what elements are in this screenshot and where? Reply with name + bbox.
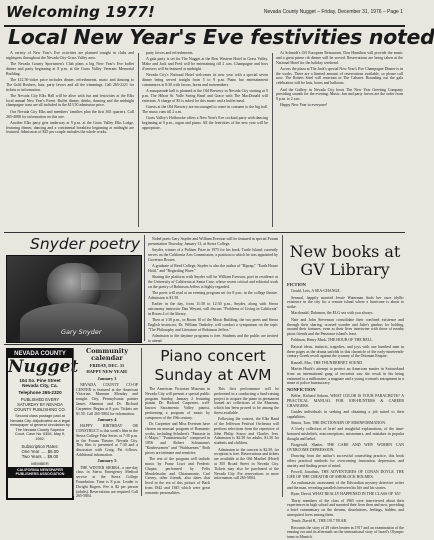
paragraph: Grass Valley's Holbrooke offers a New Year's Eve cocktail party with dancing beginning at 9 p.m., organ and piano. All the festivities of the new year will be appropriate.	[142, 116, 268, 130]
paragraph: A gala party is set for The Nugget at the Best Western Hotel in Grass Valley. Make and Jack and Fred will be entertaining till 2 a.m. Champagne and hors d'oeuvres will be featured at midnight.	[142, 57, 268, 71]
paragraph: Martin Hawk's attempt to protect an American master in Switzerland from an international gang of terrorists saw the result in his being entrusted to a millionaire, a magnate and a young woman's entrapment in a maze of police bureaucracy.	[287, 366, 404, 386]
nugget-logo: Nugget	[8, 357, 79, 377]
paragraph: Nate and John Stevenson consolidate their confined existence and through their sharing, crossed wonder and Julie's gimbus for holding, around their fortunes, even as their lives intertwine with those of nearby pious friends and the Penzance island's feast.	[287, 317, 404, 337]
paragraph: Nevada City's National Hotel welcomes its new year with a special seven dinner being served tonight from 5 to 9 p.m. Piano bar entertainment commences at 8:30 with favors, horns and noisemakers.	[142, 73, 268, 87]
masthead	[4, 3, 405, 27]
paragraph: Admission to the concert is $2.50, for reception is free. Reservations and tickets are available at the Old Maribel (Hotel) at 305 Broad Street in Nevada City. Tickets may also be purchased at the Nevada City. For reservations or more information call 265-5804.	[214, 447, 279, 481]
paragraph: Admission to the daytime programs is free. Students and the public are invited to attend.	[148, 333, 278, 343]
county-label: NEVADA COUNTY	[8, 350, 72, 358]
paragraph: FICTION	[287, 282, 306, 287]
paragraph: Tench, David B., THE 1917 YEAR.	[291, 519, 348, 524]
paragraph: The poets will read at an evening program set for 8 p.m. in the college theatre. Admission is $1.50.	[148, 290, 278, 300]
column-rule	[141, 348, 142, 496]
paragraph: Guides individuals in seeking and obtaining a job suited to their capabilities.	[287, 409, 404, 419]
column-rule	[272, 53, 273, 227]
calendar-entry: FRIDAY, DEC. 31	[89, 363, 125, 368]
paragraph: And the Gallery in Nevada City hosts The New Year Greeting Company providing sounds for the evening. Music, fun and party favors are the order from 9 p.m. to 2 a.m.	[276, 87, 403, 102]
calendar-entry: January 3	[97, 375, 117, 381]
community-calendar	[76, 347, 139, 499]
paragraph: Fitzgerald, Shatter, THE CARE AND WHY WOMEN CAN OVERCOME DEPRESSION.	[287, 443, 404, 452]
paragraph: Pohlman, Henry Mark, THE HOUR OF THE BELL.	[291, 338, 374, 343]
paragraph: Nobel poets Gary Snyder and William Everson will be featured in special Forum presentation Thursday, January 13, at Sierra College.	[148, 237, 278, 246]
paragraph: Our Nevada City Elks and members' families plan the first 365 quarters. Call 265-4088 for information on this one.	[6, 109, 134, 119]
paragraph: Across the plaza at The Jack's special New Year's Eve Champagne Dinner is in the works. There are a limited amount of reservations available, so please call now. The Robert Steel will entertain in The Cabaret. Rounding out the gala celebration will be hats, horns and balloons.	[276, 66, 403, 86]
new-books-title-line2: GV Library	[300, 260, 390, 279]
ad-published: PUBLISHED EVERY SATURDAY BY NEVADA COUNTY PUBLISHING CO.	[14, 397, 66, 412]
paragraph: A graduate of Reed College, Snyder is also the author of "Riprap," "Earth House Hold," and "Regarding Wave."	[148, 263, 278, 273]
snyder-photo-title: Snyder poetry	[30, 235, 140, 253]
column-rule	[282, 235, 283, 497]
paragraph: A lively collection of brief and insightful explanations, of the time-honored misbeliefs, misconceptions, misnomers, and mistakes in popular thought and belief.	[287, 427, 404, 441]
ad-association: CALIFORNIA NEWSPAPER PUBLISHERS ASSOCIATION	[8, 467, 72, 478]
lead-story-column-2	[142, 51, 268, 229]
paragraph: At Schmidt's Off European Restaurant, Don Hamilton will provide the music and a great prime rib dinner will be served. Reservations are being taken at the National Hotel for the holiday weekend.	[276, 51, 403, 65]
paragraph: Guests at the Old Brewery are encouraged to come in costume to the big ball. The music runs till 2 a.m.	[142, 104, 268, 114]
calendar-entry: HAPPY NEW YEAR!	[86, 369, 128, 375]
paragraph: The £12.50-ticket price includes dinner, refreshments, music and dancing to The Gold Rushers, hats, party favors and all the trimmings. Call 265-2221 for tickets or information.	[6, 77, 134, 92]
piano-title-line2: Sunday at AVM	[154, 366, 272, 384]
lead-story-column-3	[276, 51, 403, 229]
paragraph: Snyder, winner of a Pulitzer Prize in 1975 for his book, Turtle Island, currently serves on the California Arts Commission, a position to which he was appointed by Governor Brown.	[148, 248, 278, 262]
new-books-title	[286, 243, 404, 279]
new-books-article	[287, 282, 404, 540]
ad-address-1: 104 So. Pine Street	[19, 378, 61, 383]
calendar-entry: January 4	[97, 416, 117, 422]
ad-rates-two: Two Years ... $9.00	[21, 453, 59, 459]
paragraph: This first performance will be performed in a conducting a fund-raising project to acquire the piano in permanent loaned art collections of the Museum, which has been proved to be among the finest available.	[214, 387, 279, 415]
paragraph: Drawing from the author's successful counseling practice, this book offers practical methods for overcoming frustration, depression, and anxiety and finding peace of mind.	[287, 454, 404, 468]
nugget-info-box	[6, 348, 79, 500]
section-rule	[4, 232, 405, 233]
paragraph: Recounts the story of 29 cities beaten in 1917 and an examination of the ensuing era and its aftermath on the international story of Israel's Olympic team in Munich.	[287, 525, 404, 540]
ad-phone: Telephone 265-2320	[18, 390, 62, 395]
paragraph: Gould, Lois, A SEA-CHANGE.	[291, 289, 341, 294]
lead-story-column-1	[6, 51, 134, 229]
paragraph: Belfer, Richard Sabom, WHAT COLOR IS YOUR PARACHUTE? A PRACTICAL MANUAL FOR JOB-HUNTERS & CAREER CHANGERS.	[287, 393, 404, 408]
photo-signature: Gary Snyder	[61, 328, 102, 336]
paragraph: party favors and refreshments.	[146, 51, 194, 55]
paragraph: Sensual, happily married Jessie Waterman finds her once idyllic existence in the city for a remote island where a hurricane is about to strike.	[287, 295, 404, 310]
main-headline: Local New Year's Eve festivities noted	[8, 25, 434, 49]
ad-rates-label: Subscription Rates:	[21, 443, 59, 449]
piano-title	[144, 347, 282, 385]
piano-column-2	[214, 387, 279, 497]
column-rule	[73, 348, 74, 496]
paragraph: Russell, Mac, THE THUNDERNET SOUND.	[291, 360, 364, 365]
calendar-entry: THE WINTER SIERRA, a one-day class in Sierra Emergency Medical service at the Sierra College Foundation. Time is 8 p.m. Leader is Dwight Rogers. Fee is $2 per person (adults). Reservations are required. Call 265-5804.	[76, 465, 139, 499]
paragraph: The Nevada City Elks Hall will be alive with fun and festivities at the Elks local annual New Year's Event. Buffet dinner, drinks, dancing and the midnight champagne toast are all included in the $13.50 admission price.	[6, 93, 134, 108]
paragraph: Ryan, David, WHAT REALLY HAPPENED IN THE CLASS OF '65?	[291, 492, 401, 497]
page-folio: Nevada County Nugget – Friday, December 31, 1976 – Page 1	[263, 9, 403, 15]
new-books-title-line1: New books at	[289, 242, 401, 261]
paragraph: Happy New Year to everyone!	[280, 103, 328, 108]
column-rule	[144, 235, 145, 341]
ad-entered: Second class postage paid at Nevada City. Adjudicated as a legal newspaper of general circulation by The Nevada County Superior Court, Case No. 6354, May 9, 1952.	[10, 414, 70, 441]
paragraph: Thirty members of the class of 1965 were interviewed about their experiences in high school and narrated their lives then and now, providing a brief commentary on the dreams, dissolutions, feelings, hidden, and unrequited loves among them.	[287, 498, 404, 517]
paragraph: The rest of the program will include music by Franz Liszt and Frederic Chopin, performed by Felix Mendelssohn and Chiaramonte, Carl Czerny, other friends, also dates that lived in the era of this picture of Bach from 1842 and 1845 which were great romantic personalities.	[145, 457, 210, 495]
snyder-article	[148, 237, 278, 341]
calendar-entry: January 5	[97, 458, 117, 464]
column-rule	[138, 53, 139, 227]
paragraph: Earlier in the day, from 11:30 to 12:30 p.m., Snyder, along with Sierra astronomy instructor Dan Weyant, will discuss "Problems of Living in California" in Room 4 of the library.	[148, 302, 278, 316]
ad-member: MEMBER	[31, 460, 49, 466]
paragraph: The American Victorian Museum in Nevada City will present a special public program Sunday, January 2 featuring pianist Dr. Richard Carpenter, well-known Sacramento Valley pianist, performing a program of music by composers of the 19th century.	[145, 387, 210, 420]
paragraph: Simon, Tom, THE DICTIONARY OF MISINFORMATION.	[291, 420, 386, 425]
paragraph: Then at 1:30 p.m., in Room 10 of the Music Building, the two poets and Sierra English instructor, Dr. William Tanksley, will conduct a symposium on the topic "The Philosophy and Literature of Robinson Jeffers."	[148, 317, 278, 332]
calendar-entry: NEVADA COUNTY CO-OP CENTER is featured at the American Victorian Museum Monday and tonight. City, Pennsylvania painter James Shannon and Dr. Richard Carpenter. Begins at 8 p.m. Tickets are $1.50. Call 265-5804 for information.	[76, 382, 138, 416]
paragraph: Macdonald, Dalomon, the ELG sea with you always.	[291, 311, 374, 316]
calendar-entry: HAPPY BIRTHDAY OR CONSTRUCT is this week's film in the Sierra College Film Series at 7:30 p.m. in the Forum Theatre. Nevada City. This film is presented at 7:30 and a discussion with Craig, Pat follows. Additional information.	[76, 424, 138, 458]
paragraph: A variety of New Year's Eve activities are planned tonight in clubs and nightspots throughout the Nevada City-Grass Valley area.	[6, 51, 134, 60]
paragraph: NONFICTION	[287, 386, 316, 392]
paragraph: Sharing the platform with Snyder will be William Everson, poet in residence at the University of California at Santa Cruz, whose recent critical and editorial work on the poetry of Robinson Jeffers is highly regarded.	[148, 275, 278, 289]
calendar-title: Community calendar	[86, 347, 128, 362]
newspaper-page	[4, 3, 434, 540]
paragraph: Another Elks party gets underway at 9 p.m. at the Grass Valley Elks Lodge, featuring dinner, dancing and a continental breakfast beginning at midnight are featured. Admission of $25 per couple includes the whole works.	[6, 120, 134, 135]
paragraph: Following the concert, the Elks Band of the Jefferson Festival Orchestra will perform selections from the repertoire of John Philip Sousa and Charles Ives. Admission is $2.50 for adults, $1.50 for students and children.	[214, 417, 279, 446]
paragraph: A masquerade ball is planned at the Old Brewery in Nevada City starting at 9 p.m. The Hihon St. Valle Swing Band and Grace with The MacDonald will entertain. A charge of $5 is asked for this music and a buffet meal.	[142, 89, 268, 103]
paragraph: The Nevada County Sportsmen's Club plans a big New Year's Eve buffet dinner and party beginning at 8 p.m. at the Grass Valley Veterans Memorial Building.	[6, 62, 134, 76]
piano-title-line1: Piano concert	[160, 347, 266, 365]
ad-address-2: Nevada City, Ca.	[22, 383, 58, 388]
paragraph: Basical ideas, instincts, tragedies, and joys with one hundred men in these pages as the drama unfolds in this chronicle of the early-nineteenth-century Greek revolt against the tyranny of the Ottoman Empire.	[287, 344, 404, 359]
ad-rates-one: One Year ..... $6.00	[21, 448, 59, 454]
piano-column-1	[145, 387, 210, 497]
snyder-photo	[6, 255, 142, 343]
section-rule	[4, 344, 282, 345]
paragraph: An enthusiastic assessment of the Edwardian mystery detective writer and the man, revealing parallels between his life and his stories.	[287, 481, 404, 490]
section-heading: Welcoming 1977!	[6, 3, 156, 21]
paragraph: Dr. Carpenter and Miss Evertsen have chosen an unusual program of Romantic works, including Schubert's "Fantasie in C-Major," "Fantasiestucke" composed in 1856 and Robert Schumann's "Kinderszenen" and "Waldszenen." Both pieces are intimate and sensitive.	[145, 422, 210, 455]
paragraph: Powell, Jonathan, THE ADVENTURES OF CONAN DOYLE. THE LIFE OF THE CREATOR OF SHERLOCK HOLMES.	[287, 470, 404, 479]
